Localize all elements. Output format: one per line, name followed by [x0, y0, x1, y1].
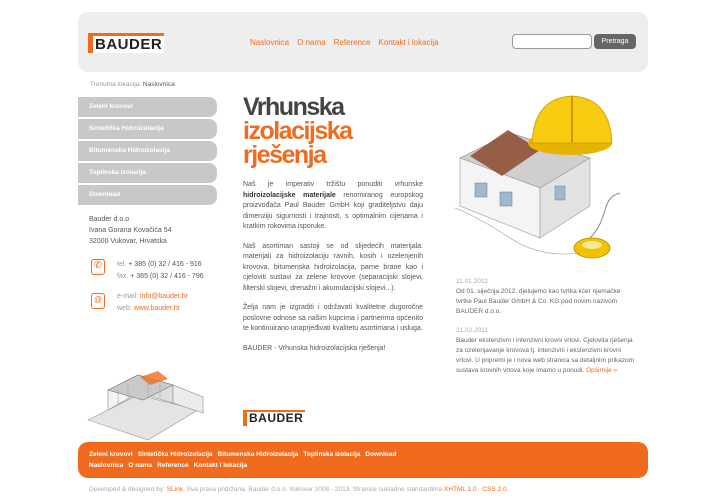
search-button[interactable]: Pretraga: [594, 34, 636, 49]
phone-icon: ✆: [91, 259, 105, 275]
sidebar-item-toplinska[interactable]: Toplinska izolacija: [78, 163, 217, 183]
p1-end: renomiranog europskog proizvođača Paul Bauder GmbH koji graditeljstvu daju dimenziju sigurnosti i trajnosti, s optimalnim cijenama i kratkim rokovima isporuke.: [243, 191, 424, 230]
footer-bar: [78, 442, 648, 478]
house-illustration-left: [78, 365, 216, 445]
top-navigation: [250, 38, 439, 47]
news-item: [456, 277, 638, 317]
paragraph-4: BAUDER - Vrhunska hidroizolacijska rješenja!: [243, 344, 386, 352]
news-list: [456, 277, 638, 385]
bauder-logo-small: [243, 410, 305, 426]
footer-link-toplinska[interactable]: Toplinska izolacija: [303, 451, 361, 458]
web-label: web:: [117, 305, 132, 312]
credits-end: .: [506, 486, 509, 493]
title-line-1: Vrhunska: [243, 93, 344, 121]
news-text: Od 01. siječnja 2012. djelujemo kao tvrtka kćer njemačke tvrtke Paul Bauder GmbH & Co. KG pod novim nazivom BAUDER d.o.o.: [456, 288, 621, 315]
footer-link-zeleni-krovovi[interactable]: Zeleni krovovi: [89, 451, 133, 458]
nav-o-nama[interactable]: O nama: [297, 38, 326, 47]
company-name: Bauder d.o.o: [89, 216, 130, 223]
email-icon: @: [91, 293, 105, 309]
css-link[interactable]: CSS 2.0: [482, 486, 507, 493]
read-more-link[interactable]: Opširnije »: [586, 367, 618, 374]
tel-value: + 385 (0) 32 / 416 - 916: [128, 261, 202, 268]
news-date: 11.01.2012: [456, 278, 489, 285]
footer-link-reference[interactable]: Reference: [157, 462, 189, 469]
email-lines: [117, 291, 188, 315]
p1-start: Naš je imperativ tržištu ponuditi vrhunske: [243, 181, 423, 188]
logo-text: BAUDER: [93, 33, 164, 53]
footer-link-download[interactable]: Download: [365, 451, 397, 458]
sidebar-item-download[interactable]: Download: [78, 185, 217, 205]
paragraph-1: [243, 180, 423, 233]
breadcrumb: [90, 81, 175, 88]
sidebar-item-zeleni-krovovi[interactable]: Zeleni krovovi: [78, 97, 217, 117]
breadcrumb-current[interactable]: Naslovnica: [142, 81, 175, 88]
title-line-2: izolacijska: [243, 117, 352, 145]
email-link[interactable]: info@bauder.hr: [139, 293, 188, 300]
logo-text-small: BAUDER: [249, 411, 304, 425]
phone-lines: [117, 259, 204, 283]
credits-middle: . Sva prava pridržana, Bauder d.o.o. Vukovar 2008 - 2013. Stranice sukladne standardima: [182, 486, 443, 493]
contact-address: [89, 214, 172, 247]
hero-house-helmet-image: [450, 88, 638, 268]
nav-reference[interactable]: Reference: [333, 38, 371, 47]
breadcrumb-label: Trenutna lokacija:: [90, 81, 142, 88]
news-item: [456, 326, 638, 376]
bauder-logo[interactable]: [88, 33, 164, 53]
footer-nav-pages: [89, 462, 247, 469]
intro-text: [243, 180, 423, 363]
credits-sep: ·: [476, 486, 483, 493]
email-label: e-mail:: [117, 293, 139, 300]
footer-link-naslovnica[interactable]: Naslovnica: [89, 462, 124, 469]
xhtml-link[interactable]: XHTML 1.0: [443, 486, 477, 493]
tel-label: tel.: [117, 261, 127, 268]
nav-kontakt[interactable]: Kontakt i lokacija: [378, 38, 439, 47]
footer-link-o-nama[interactable]: O nama: [128, 462, 153, 469]
fax-value: + 385 (0) 32 / 416 - 796: [130, 273, 204, 280]
paragraph-3: Želja nam je izgraditi i održavati kvalitetne dugoročne poslovne odnose sa našim kupcima i partnerima općenito te kontinuirano unaprjeđivati kvalitetu asortimana i usluga.: [243, 304, 423, 332]
search-input[interactable]: [512, 34, 592, 49]
footer-nav-products: [89, 451, 396, 458]
p1-bold: hidroizolacijske materijale: [243, 191, 336, 199]
credits-line: [89, 486, 508, 493]
sidebar-nav: [78, 97, 217, 207]
sidebar-item-sinteticka[interactable]: Sintetička Hidroizolacija: [78, 119, 217, 139]
developer-link[interactable]: SLink: [166, 486, 183, 493]
paragraph-2: Naš asortiman sastoji se od slijedećih materijala: materijali za hidroizolaciju ravnih, kosih i ozelenjenih krovova, bitumenska hidroizolacija, parne brane kao i cjeloviti sustavi za zelene krovove (separacijski slojevi, filterski slojevi, drenažni i akumulacijski slojevi...).: [243, 242, 423, 292]
news-date: 21.02.2011: [456, 327, 489, 334]
footer-link-kontakt[interactable]: Kontakt i lokacija: [193, 462, 248, 469]
footer-link-bitumenska[interactable]: Bitumenska Hidroizolacija: [217, 451, 299, 458]
nav-naslovnica[interactable]: Naslovnica: [250, 38, 290, 47]
fax-label: fax.: [117, 273, 129, 280]
credits-prefix: Developed & designed by:: [89, 486, 165, 493]
city: 32000 Vukovar, Hrvatska: [89, 238, 167, 245]
title-line-3: rješenja: [243, 141, 326, 169]
page-title: [243, 95, 352, 167]
footer-link-sinteticka[interactable]: Sintetička Hidroizolacija: [137, 451, 213, 458]
web-link[interactable]: www.bauder.hr: [133, 305, 181, 312]
news-text: Bauder ekstenzivni i intenzivni krovni vrtovi. Cjelovita rješenja za ozelenjavanje krovova tj. intenzivni i ekstenzivni krovni vrtovi. U pripremi je i nova web stranica sa detaljnim prikazom sustava krovnih vrtova koje imamo u ponudi.: [456, 337, 635, 374]
street: Ivana Gorana Kovačića 54: [89, 227, 172, 234]
sidebar-item-bitumenska[interactable]: Bitumenska Hidroizolacija: [78, 141, 217, 161]
